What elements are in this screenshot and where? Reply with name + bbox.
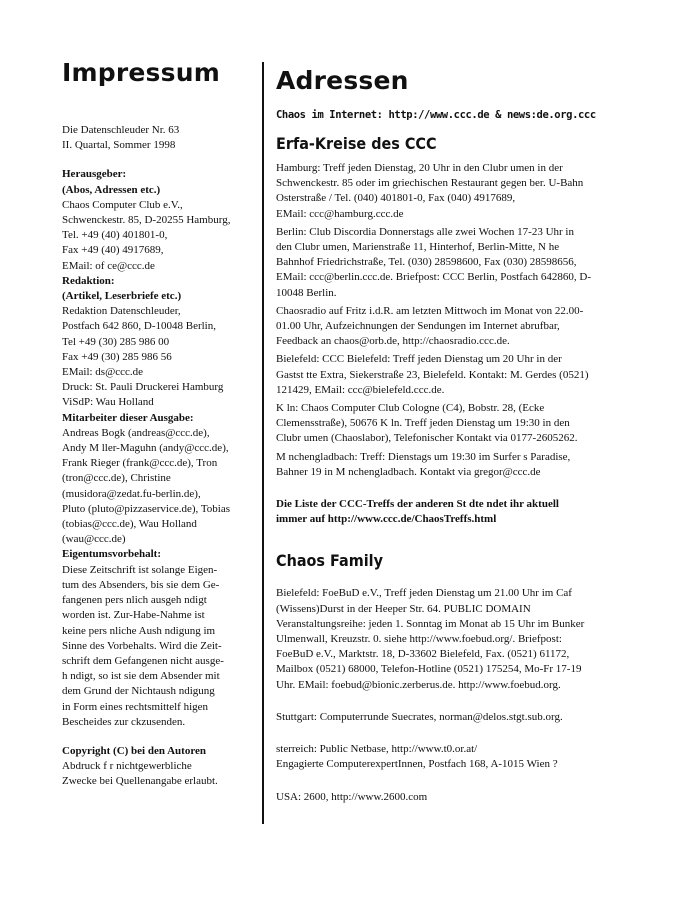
address-entry [276,161,598,222]
address-line: EMail: ccc@hamburg.ccc.de [276,207,404,220]
impressum-line: Diese Zeitschrift ist solange Eigen- [62,563,218,576]
impressum-line: EMail: ds@ccc.de [62,366,143,379]
address-line: K ln: Chaos Computer Club Cologne (C4), Bobstr. 28, (Ecke [276,402,545,415]
impressum-line: (Abos, Adressen etc.) [62,183,161,196]
address-line: Veranstaltungsreihe: jeden 1. Sonntag im Monat ab 15 Uhr im Bunker [276,617,585,630]
address-line: M nchengladbach: Treff: Dienstags um 19:30 im Surfer s Paradise, [276,450,571,463]
address-line: Stuttgart: Computerrunde Suecrates, norman@delos.stgt.sub.org. [276,710,563,723]
note-line: Die Liste der CCC-Treffs der anderen St dte ndet ihr aktuell [276,498,559,511]
impressum-line: Mitarbeiter dieser Ausgabe: [62,411,194,424]
impressum-line: in Form eines rechtsmittelf higen [62,700,209,713]
impressum-line: Fax +49 (40) 4917689, [62,244,164,257]
impressum-title: Impressum [62,58,220,87]
address-line: Mailbox (0521) 68000, Telefon-Hotline (0521) 175254, Mo-Fr 17-19 [276,663,582,676]
impressum-line: Fax +49 (30) 285 986 56 [62,350,172,363]
erfa-title: Erfa-Kreise des CCC [276,134,437,153]
address-line: EMail: ccc@berlin.ccc.de. Briefpost: CCC Berlin, Postfach 642860, D- [276,271,592,284]
impressum-line: Andreas Bogk (andreas@ccc.de), [62,426,210,439]
address-entry [276,304,598,350]
impressum-line: Frank Rieger (frank@ccc.de), Tron [62,457,218,470]
address-line: 121429, EMail: ccc@bielefeld.ccc.de. [276,383,445,396]
address-line: Ulmenwall, Kreuzstr. 0. siehe http://www.foebud.org/. Briefpost: [276,633,562,646]
address-line: Berlin: Club Discordia Donnerstags alle zwei Wochen 17-23 Uhr in [276,225,574,238]
note-line: immer auf http://www.ccc.de/ChaosTreffs.html [276,513,497,526]
impressum-line: h ndigt, so ist sie dem Absender mit [62,670,220,683]
address-line: (Wissens)Durst in der Heeper Str. 64. PUBLIC DOMAIN [276,602,531,615]
impressum-block [62,744,248,790]
impressum-content [62,123,248,790]
address-entry [276,225,598,301]
family-entries [276,586,598,804]
address-line: Gastst tte Extra, Siekerstraße 23, Bielefeld. Kontakt: M. Gerdes (0521) [276,368,589,381]
family-title: Chaos Family [276,551,383,571]
impressum-line: Redaktion Datenschleuder, [62,305,181,318]
impressum-line: worden ist. Zur-Habe-Nahme ist [62,609,205,622]
impressum-column [62,58,248,790]
impressum-line: (musidora@zedat.fu-berlin.de), [62,487,201,500]
impressum-line: Abdruck f r nichtgewerbliche [62,760,192,773]
address-line: Hamburg: Treff jeden Dienstag, 20 Uhr in den Clubr umen in der [276,162,563,174]
impressum-line: (Artikel, Leserbriefe etc.) [62,290,182,303]
impressum-line: Zwecke bei Quellenangabe erlaubt. [62,775,218,788]
impressum-line: dem Grund der Nichtaush ndigung [62,685,215,698]
address-line: Schwenckestr. 85 oder im griechischen Restaurant gegen ber. U-Bahn [276,177,584,190]
address-line: Osterstraße / Tel. (040) 401801-0, Fax (040) 4917689, [276,192,516,205]
address-entry [276,742,598,772]
address-line: Bielefeld: FoeBuD e.V., Treff jeden Dienstag um 21.00 Uhr im Caf [276,587,572,600]
treffs-list-note [276,497,598,527]
erfa-entries [276,161,598,480]
impressum-line: EMail: of ce@ccc.de [62,259,155,272]
adressen-column [276,66,598,808]
impressum-line: schrift dem Gefangenen nicht ausge- [62,654,224,667]
address-line: Uhr. EMail: foebud@bionic.zerberus.de. http://www.foebud.org. [276,678,561,691]
impressum-line: Die Datenschleuder Nr. 63 [62,124,180,136]
impressum-line: Herausgeber: [62,168,127,181]
impressum-block [62,123,248,153]
internet-line: Chaos im Internet: http://www.ccc.de & news:de.org.ccc [276,109,596,121]
address-entry [276,450,598,480]
impressum-line: Tel +49 (30) 285 986 00 [62,335,170,348]
impressum-line: Redaktion: [62,274,115,287]
column-divider [262,62,264,824]
address-entry [276,710,598,725]
impressum-line: Copyright (C) bei den Autoren [62,744,207,757]
address-line: Bahner 19 in M nchengladbach. Kontakt via gregor@ccc.de [276,465,541,478]
address-line: Engagierte ComputerexpertInnen, Postfach 168, A-1015 Wien ? [276,758,558,771]
impressum-line: Eigentumsvorbehalt: [62,548,161,561]
address-entry [276,401,598,447]
impressum-line: Sinne des Vorbehalts. Wird die Zeit- [62,639,222,652]
address-line: Clubr umen (Chaoslabor), Telefonischer Kontakt via 0177-2605262. [276,432,578,445]
address-line: Chaosradio auf Fritz i.d.R. am letzten Mittwoch im Monat von 22.00- [276,304,584,317]
address-line: Bielefeld: CCC Bielefeld: Treff jeden Dienstag um 20 Uhr in der [276,353,562,366]
impressum-line: Postfach 642 860, D-10048 Berlin, [62,320,216,333]
impressum-line: keine pers nliche Aush ndigung im [62,624,216,637]
address-line: den Clubr umen, Marienstraße 11, Hinterhof, Berlin-Mitte, N he [276,241,560,254]
impressum-line: (tobias@ccc.de), Wau Holland [62,518,197,531]
impressum-line: Druck: St. Pauli Druckerei Hamburg [62,381,224,394]
impressum-line: fangenen pers nlich ausgeh ndigt [62,594,207,607]
address-entry [276,790,598,805]
impressum-line: Bescheides zur ckzusenden. [62,715,186,728]
impressum-line: (wau@ccc.de) [62,533,126,546]
address-line: 01.00 Uhr, Aufzeichnungen der Sendungen im Internet abrufbar, [276,320,560,333]
address-line: FoeBuD e.V., Marktstr. 18, D-33602 Bielefeld, Fax. (0521) 61172, [276,648,570,661]
adressen-title: Adressen [276,66,409,95]
impressum-line: Chaos Computer Club e.V., [62,198,183,211]
impressum-line: tum des Absenders, bis sie dem Ge- [62,578,220,591]
address-line: USA: 2600, http://www.2600.com [276,790,428,803]
address-line: Feedback an chaos@orb.de, http://chaosradio.ccc.de. [276,335,510,348]
impressum-line: Tel. +49 (40) 401801-0, [62,229,168,242]
impressum-line: Pluto (pluto@pizzaservice.de), Tobias [62,502,231,515]
address-line: Clemensstraße), 50676 K ln. Treff jeden Dienstag um 19:30 in den [276,417,570,430]
impressum-line: II. Quartal, Sommer 1998 [62,139,176,152]
address-line: Bahnhof Friedrichstraße, Tel. (030) 28598600, Fax (030) 28598656, [276,256,577,269]
impressum-block [62,167,248,730]
address-entry [276,352,598,398]
address-line: sterreich: Public Netbase, http://www.t0.or.at/ [276,743,478,756]
impressum-line: Schwenckestr. 85, D-20255 Hamburg, [62,214,231,227]
impressum-line: ViSdP: Wau Holland [62,396,154,409]
impressum-line: Andy M ller-Maguhn (andy@ccc.de), [62,442,229,455]
address-line: 10048 Berlin. [276,286,337,299]
address-entry [276,586,598,692]
impressum-line: (tron@ccc.de), Christine [62,472,171,485]
